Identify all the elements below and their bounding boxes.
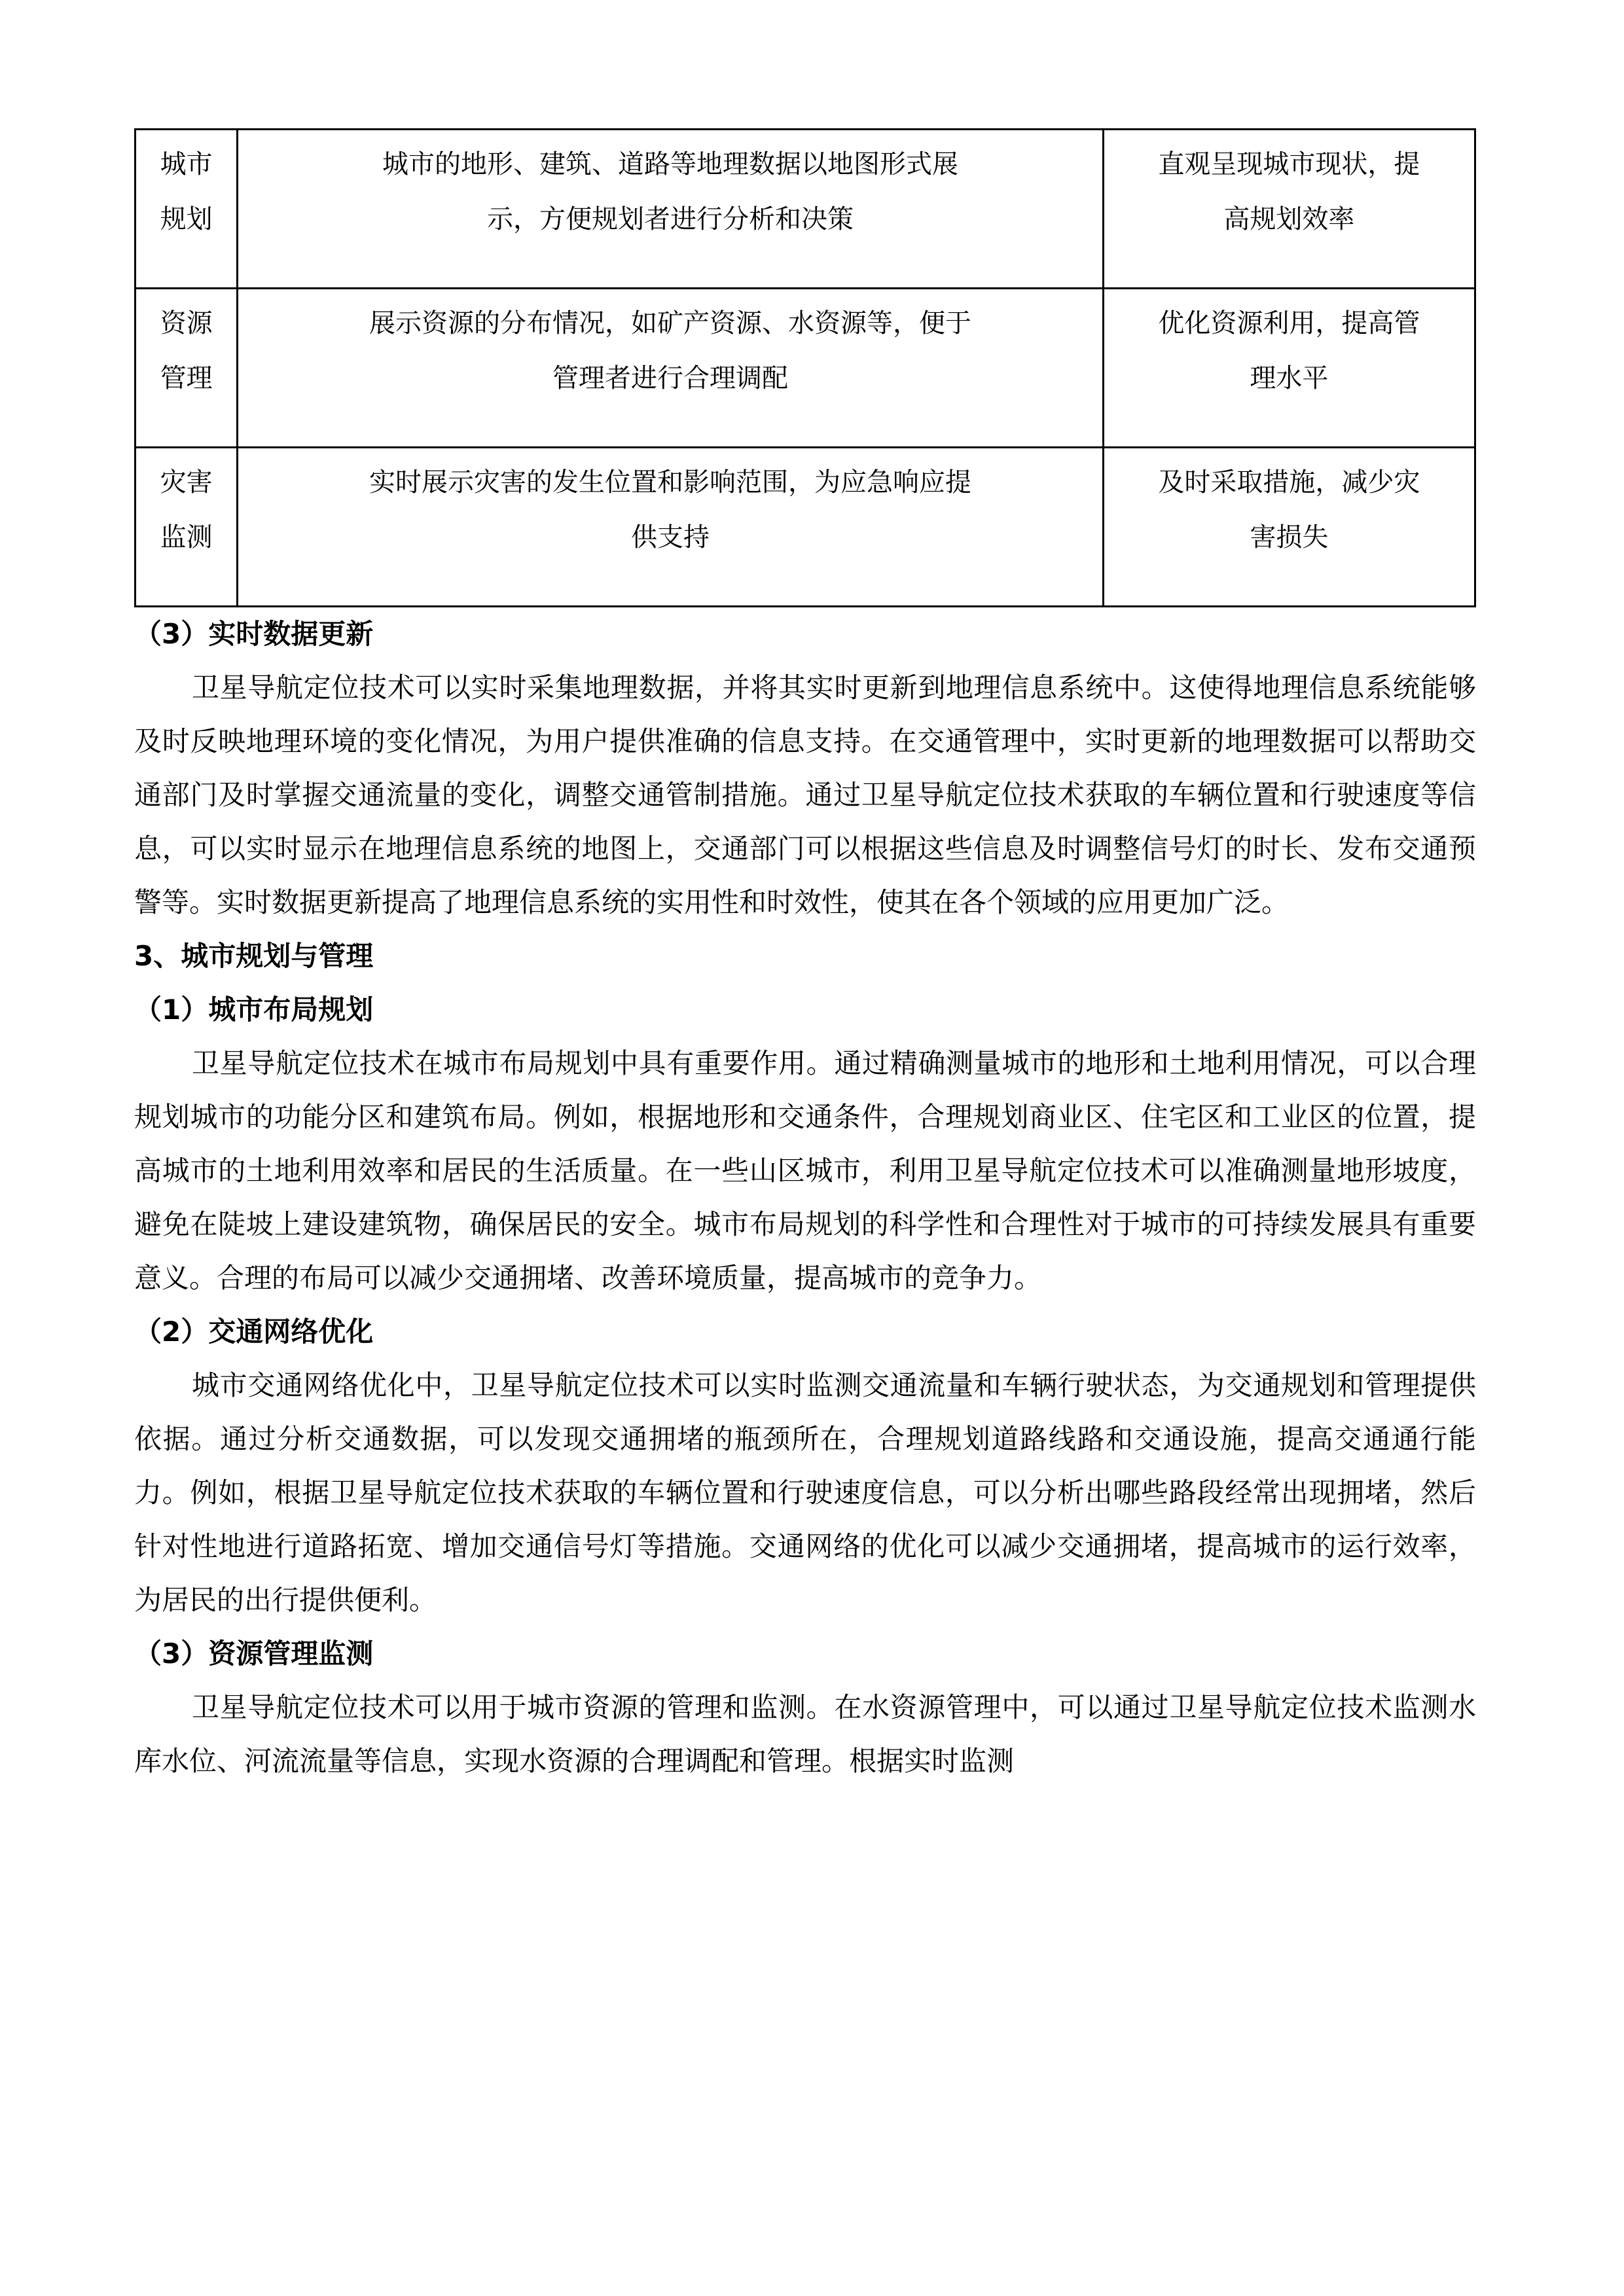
- table-cell-label: [135, 289, 238, 448]
- gis-application-table: [134, 128, 1476, 607]
- cell-line: 高规划效率: [1223, 204, 1355, 234]
- table-cell-description: [238, 130, 1104, 289]
- table-cell-benefit: [1103, 130, 1475, 289]
- section-heading-traffic-network-optimization: （2）交通网络优化: [134, 1316, 374, 1348]
- cell-line: 展示资源的分布情况，如矿产资源、水资源等，便于: [369, 308, 971, 338]
- table-row: [135, 448, 1475, 607]
- table-cell-description: [238, 448, 1104, 607]
- cell-line: 管理者进行合理调配: [552, 363, 788, 393]
- cell-line: 理水平: [1250, 363, 1329, 393]
- table-row: [135, 130, 1475, 289]
- paragraph-resource-management-monitoring: 卫星导航定位技术可以用于城市资源的管理和监测。在水资源管理中，可以通过卫星导航定位技术监测水库水位、河流流量等信息，实现水资源的合理调配和管理。根据实时监测: [134, 1691, 1476, 1777]
- table-row: [135, 289, 1475, 448]
- cell-line: 城市的地形、建筑、道路等地理数据以地图形式展: [382, 149, 958, 179]
- cell-line: 示，方便规划者进行分析和决策: [487, 204, 854, 234]
- paragraph-traffic-network-optimization: 城市交通网络优化中，卫星导航定位技术可以实时监测交通流量和车辆行驶状态，为交通规划和管理提供依据。通过分析交通数据，可以发现交通拥堵的瓶颈所在，合理规划道路线路和交通设施，提高交通通行能力。例如，根据卫星导航定位技术获取的车辆位置和行驶速度信息，可以分析出哪些路段经常出现拥堵，然后针对性地进行道路拓宽、增加交通信号灯等措施。交通网络的优化可以减少交通拥堵，提高城市的运行效率，为居民的出行提供便利。: [134, 1369, 1476, 1616]
- section-heading-real-time-data-update: （3）实时数据更新: [134, 618, 374, 650]
- cell-line: 优化资源利用，提高管: [1158, 308, 1420, 338]
- section-heading-resource-management-monitoring: （3）资源管理监测: [134, 1638, 374, 1670]
- paragraph-city-layout-planning: 卫星导航定位技术在城市布局规划中具有重要作用。通过精确测量城市的地形和土地利用情况，可以合理规划城市的功能分区和建筑布局。例如，根据地形和交通条件，合理规划商业区、住宅区和工业区的位置，提高城市的土地利用效率和居民的生活质量。在一些山区城市，利用卫星导航定位技术可以准确测量地形坡度，避免在陡坡上建设建筑物，确保居民的安全。城市布局规划的科学性和合理性对于城市的可持续发展具有重要意义。合理的布局可以减少交通拥堵、改善环境质量，提高城市的竞争力。: [134, 1047, 1476, 1294]
- cell-line: 规划: [160, 204, 213, 234]
- cell-line: 及时采取措施，减少灾: [1158, 467, 1420, 497]
- cell-line: 害损失: [1250, 522, 1329, 552]
- table-cell-benefit: [1103, 289, 1475, 448]
- section-heading-city-layout-planning: （1）城市布局规划: [134, 994, 374, 1026]
- page-content: [134, 128, 1476, 1788]
- section-heading-urban-planning-management: 3、城市规划与管理: [134, 940, 374, 972]
- cell-line: 直观呈现城市现状，提: [1158, 149, 1420, 179]
- cell-line: 实时展示灾害的发生位置和影响范围，为应急响应提: [369, 467, 971, 497]
- table-cell-benefit: [1103, 448, 1475, 607]
- cell-line: 供支持: [631, 522, 710, 552]
- cell-line: 管理: [160, 363, 213, 393]
- table-cell-label: [135, 448, 238, 607]
- paragraph-real-time-data-update: 卫星导航定位技术可以实时采集地理数据，并将其实时更新到地理信息系统中。这使得地理信息系统能够及时反映地理环境的变化情况，为用户提供准确的信息支持。在交通管理中，实时更新的地理数据可以帮助交通部门及时掌握交通流量的变化，调整交通管制措施。通过卫星导航定位技术获取的车辆位置和行驶速度等信息，可以实时显示在地理信息系统的地图上，交通部门可以根据这些信息及时调整信号灯的时长、发布交通预警等。实时数据更新提高了地理信息系统的实用性和时效性，使其在各个领域的应用更加广泛。: [134, 672, 1476, 918]
- table-cell-description: [238, 289, 1104, 448]
- cell-line: 城市: [160, 149, 213, 179]
- cell-line: 资源: [160, 308, 213, 338]
- cell-line: 灾害: [160, 467, 213, 497]
- cell-line: 监测: [160, 522, 213, 552]
- table-cell-label: [135, 130, 238, 289]
